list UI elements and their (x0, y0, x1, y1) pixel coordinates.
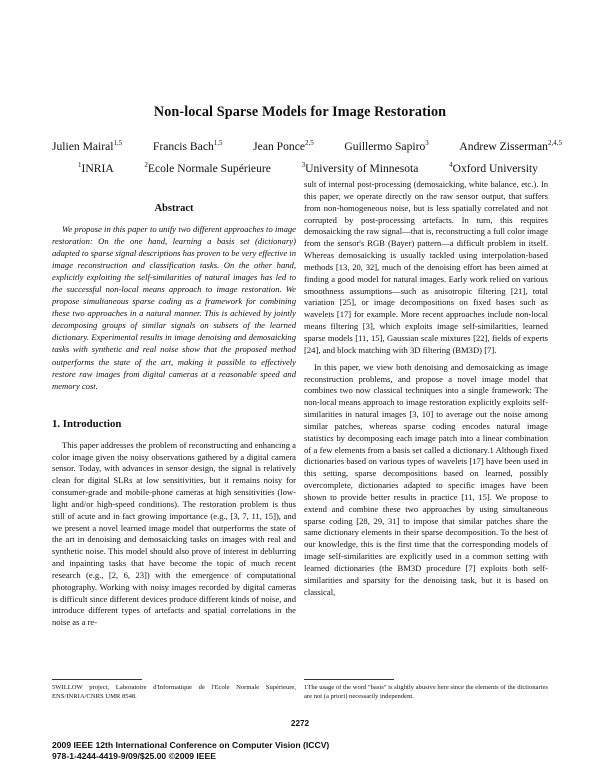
isbn-line: 978-1-4244-4419-9/09/$25.00 ©2009 IEEE (52, 751, 217, 761)
abstract-heading: Abstract (154, 203, 194, 214)
intro-paragraph-1: This paper addresses the problem of reconstructing and enhancing a color image given the noisy observations gathered by a digital camera sensor. Today, with advances in sensor design, the signal is relatively clean for digital SLRs at low sensitivities, but it remains noisy for consumer-grade and mobile-phone cameras at high sensitivities (low-light and/or high-speed conditions). The restoration problem is thus still of acute and in fact growing importance (e.g., [3, 7, 11, 15]), and we present a novel learned image model that outperforms the state of the art in denoising and demosaicking tasks on images with real and synthetic noise. This model should also prove of interest in deblurring and inpainting tasks that have become the topic of much recent research (e.g., [2, 6, 23]) with the emergence of computational photography. Working with noisy images recorded by digital cameras is difficult since different devices produce different kinds of noise, and introduce different types of artefacts and spatial correlations in the noise as a re- (52, 439, 296, 628)
author-list (52, 140, 562, 153)
footnote-left: 5WILLOW project, Laboratoire d'Informatique de l'Ecole Normale Supérieure, ENS/INRIA/CNRS UMR 8548. (52, 684, 296, 700)
author: Francis Bach$^{1,5}$ (152, 139, 223, 153)
affiliation: $^1$INRIA (78, 161, 114, 175)
intro-paragraph-3: In this paper, we view both denoising and demosaicking as image reconstruction problems, and propose a novel image model that combines two now classical techniques into a single framework: The non-local means approach to image restoration explicitly exploits self-similarities in natural images [3, 10] to average out the noise among similar patches, whereas sparse coding encodes natural image statistics by decomposing each image patch into a linear combination of a few elements from a basis set called a dictionary.1 Although fixed dictionaries based on various types of wavelets [17] have been used in this setting, sparse decompositions based on learned, possibly overcomplete, dictionaries adapted to specific images have been shown to provide better results in practice [11, 15]. We propose to extend and combine these two approaches by using simultaneous sparse coding [28, 29, 31] to impose that similar patches share the same dictionary elements in their sparse decomposition. To the best of our knowledge, this is the first time that the corresponding models of image self-similarities are explicitly used in a common setting with learned dictionaries (the BM3D procedure [7] exploits both self-similarities and sparsity for the denoising task, but it is based on classical, (304, 361, 548, 597)
section-heading-introduction: 1. Introduction (52, 417, 122, 430)
conference-name: 2009 IEEE 12th International Conference on Computer Vision (ICCV) (52, 740, 330, 750)
affiliation: $^2$Ecole Normale Supérieure (144, 161, 271, 175)
author: Guillermo Sapiro$^3$ (344, 139, 429, 153)
paper-title: Non-local Sparse Models for Image Restoration (153, 104, 447, 120)
conference-footer (52, 740, 329, 762)
affiliation-list (78, 162, 538, 175)
intro-paragraph-2: sult of internal post-processing (demosaicking, white balance, etc.). In this paper, we operate directly on the raw sensor output, that suffers from non-homogeneous noise, but is less spatially correlated and not corrupted by post-processing artefacts. In turn, this requires demosaicking the raw signal—that is, reconstructing a full color image from the sensor's RGB (Bayer) pattern—a difficult problem in itself. Whereas demosaicking is usually tackled using interpolation-based methods [13, 20, 32], much of the denoising effort has been aimed at finding a good model for natural images. Early work relied on various smoothness assumptions—such as anisotropic filtering [21], total variation [25], or image decompositions on fixed bases such as wavelets [17] for example. More recent approaches include non-local means filtering [3], which exploits image self-similarities, learned sparse models [11, 15], Gaussian scale mixtures [22], fields of experts [24], and block matching with 3D filtering (BM3D) [7]. (304, 179, 548, 355)
footnote-rule-right (304, 679, 394, 680)
author: Andrew Zisserman$^{2,4,5}$ (459, 139, 562, 153)
left-column (52, 203, 296, 629)
page-number: 2272 (290, 719, 310, 728)
affiliation: $^4$Oxford University (449, 161, 538, 175)
affiliation: $^3$University of Minnesota (301, 161, 419, 175)
footnote-rule-left (52, 679, 142, 680)
author: Julien Mairal$^{1,5}$ (52, 139, 123, 153)
author: Jean Ponce$^{2,5}$ (253, 139, 314, 153)
abstract-text: We propose in this paper to unify two different approaches to image restoration: On the one hand, learning a basis set (dictionary) adapted to sparse signal descriptions has proven to be very effective in image reconstruction and classification tasks. On the other hand, explicitly exploiting the self-similarities of natural images has led to the successful non-local means approach to image restoration. We propose simultaneous sparse coding as a framework for combining these two approaches in a natural manner. This is achieved by jointly decomposing groups of similar signals on subsets of the learned dictionary. Experimental results in image denoising and demosaicking tasks with synthetic and real noise show that the proposed method outperforms the state of the art, making it possible to effectively restore raw images from digital cameras at a reasonable speed and memory cost. (52, 224, 296, 391)
footnote-right: 1The usage of the word "basis" is slightly abusive here since the elements of the dictionaries are not (a priori) necessarily independent. (304, 684, 548, 700)
right-column (304, 179, 548, 599)
